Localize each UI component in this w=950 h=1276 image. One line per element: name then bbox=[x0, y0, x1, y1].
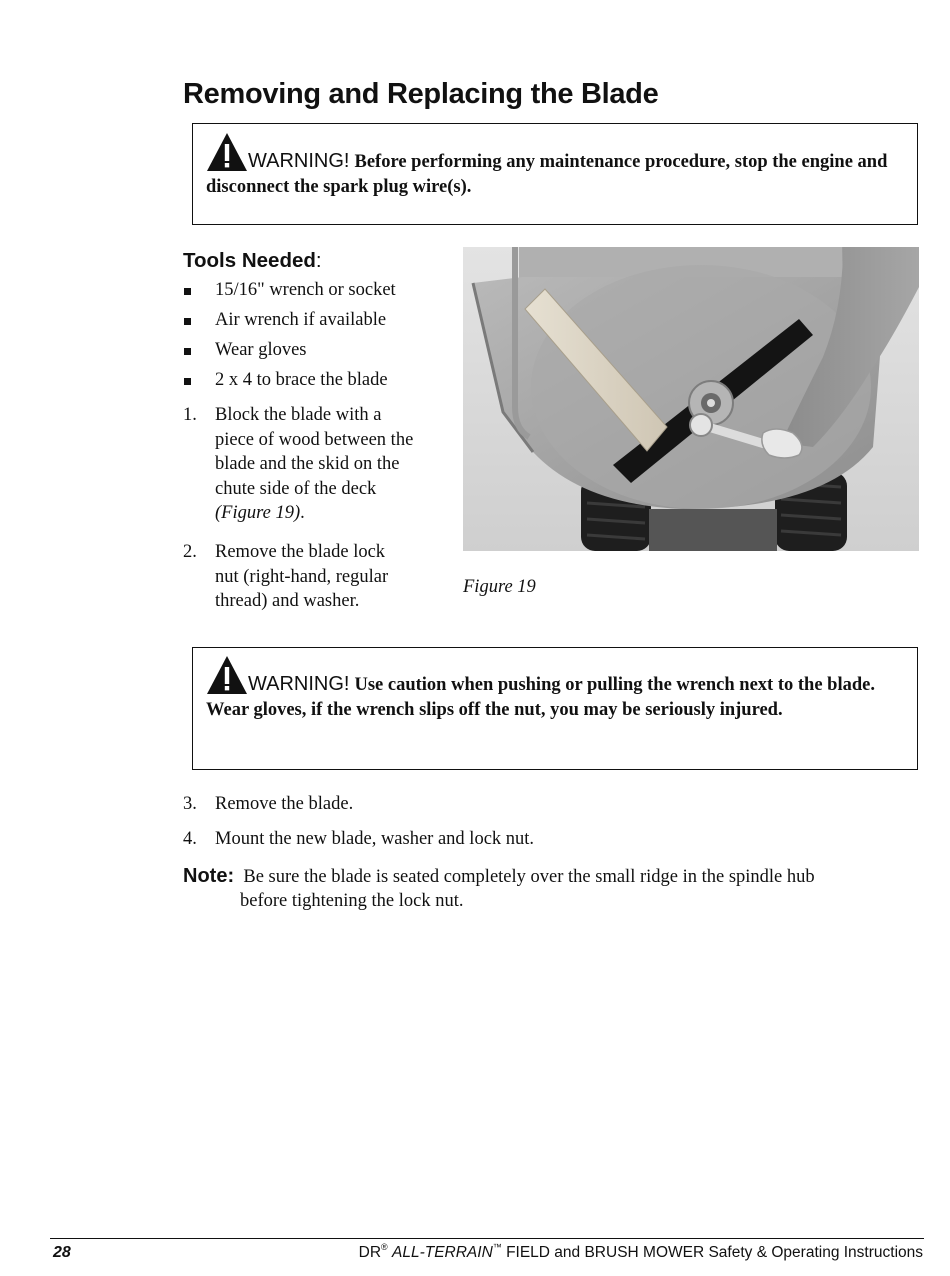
step-end-punct: . bbox=[300, 503, 305, 524]
step-number: 4. bbox=[183, 829, 197, 849]
tools-heading-colon: : bbox=[315, 249, 322, 272]
step-line: chute side of the deck bbox=[215, 478, 377, 499]
tools-heading-label: Tools Needed bbox=[183, 249, 316, 272]
step-line: Block the blade with a bbox=[215, 405, 382, 425]
list-item bbox=[183, 367, 396, 397]
step-line bbox=[215, 501, 413, 526]
note bbox=[183, 864, 815, 890]
step-text: Mount the new blade, washer and lock nut. bbox=[215, 829, 535, 849]
step-line: Remove the blade lock bbox=[215, 542, 386, 562]
note-label: Note: bbox=[183, 865, 235, 887]
warning-label: WARNING! bbox=[248, 150, 350, 172]
step-line: blade and the skid on the bbox=[215, 454, 400, 475]
step-number: 2. bbox=[183, 542, 197, 562]
registered-mark: ® bbox=[381, 1242, 388, 1252]
step-line: thread) and washer. bbox=[215, 591, 360, 612]
bullet-square-icon bbox=[184, 378, 191, 385]
step-line: piece of wood between the bbox=[215, 429, 414, 450]
footer-product: ALL-TERRAIN bbox=[391, 1244, 493, 1261]
step-text bbox=[215, 540, 388, 614]
footer-divider bbox=[50, 1238, 924, 1239]
tool-item-text: Air wrench if available bbox=[215, 310, 387, 330]
figure-19-photo bbox=[463, 247, 919, 551]
step-number: 3. bbox=[183, 794, 197, 814]
page-number: 28 bbox=[53, 1244, 71, 1261]
list-item bbox=[183, 307, 396, 337]
list-item bbox=[183, 337, 396, 367]
page-title: Removing and Replacing the Blade bbox=[183, 78, 659, 110]
step-text bbox=[215, 403, 413, 526]
tools-needed-heading bbox=[183, 247, 322, 275]
step-text: Remove the blade. bbox=[215, 794, 354, 814]
trademark-mark: ™ bbox=[492, 1242, 502, 1252]
figure-reference: (Figure 19) bbox=[215, 503, 301, 524]
warning-triangle-icon bbox=[206, 655, 248, 695]
bullet-square-icon bbox=[184, 348, 191, 355]
footer-rest: FIELD and BRUSH MOWER Safety & Operating Instructions bbox=[501, 1244, 923, 1261]
warning-triangle-icon bbox=[206, 132, 248, 172]
warning-text-block bbox=[206, 132, 905, 199]
warning-message: Use caution when pushing or pulling the wrench next to the blade. Wear gloves, if the wrench slips off the nut, you may be seriously injured. bbox=[206, 675, 875, 720]
warning-box-spark-plug bbox=[192, 123, 918, 225]
warning-box-wrench bbox=[192, 647, 918, 770]
warning-message: Before performing any maintenance procedure, stop the engine and disconnect the spark plug wire(s). bbox=[206, 152, 888, 197]
note-text-line-1: Be sure the blade is seated completely over the small ridge in the spindle hub bbox=[243, 867, 815, 887]
bullet-square-icon bbox=[184, 288, 191, 295]
step-line: nut (right-hand, regular bbox=[215, 566, 389, 587]
mower-blade-photo-illustration bbox=[463, 247, 919, 551]
tool-item-text: Wear gloves bbox=[215, 340, 307, 360]
step-number: 1. bbox=[183, 405, 197, 425]
tools-list bbox=[183, 277, 396, 397]
footer-title bbox=[359, 1244, 923, 1262]
footer-brand: DR bbox=[358, 1244, 382, 1261]
warning-text-block bbox=[206, 655, 905, 722]
figure-caption: Figure 19 bbox=[463, 577, 536, 597]
warning-label: WARNING! bbox=[248, 673, 350, 695]
bullet-square-icon bbox=[184, 318, 191, 325]
tool-item-text: 15/16" wrench or socket bbox=[215, 280, 396, 300]
list-item bbox=[183, 277, 396, 307]
tool-item-text: 2 x 4 to brace the blade bbox=[215, 370, 388, 390]
note-text-line-2: before tightening the lock nut. bbox=[240, 891, 464, 911]
